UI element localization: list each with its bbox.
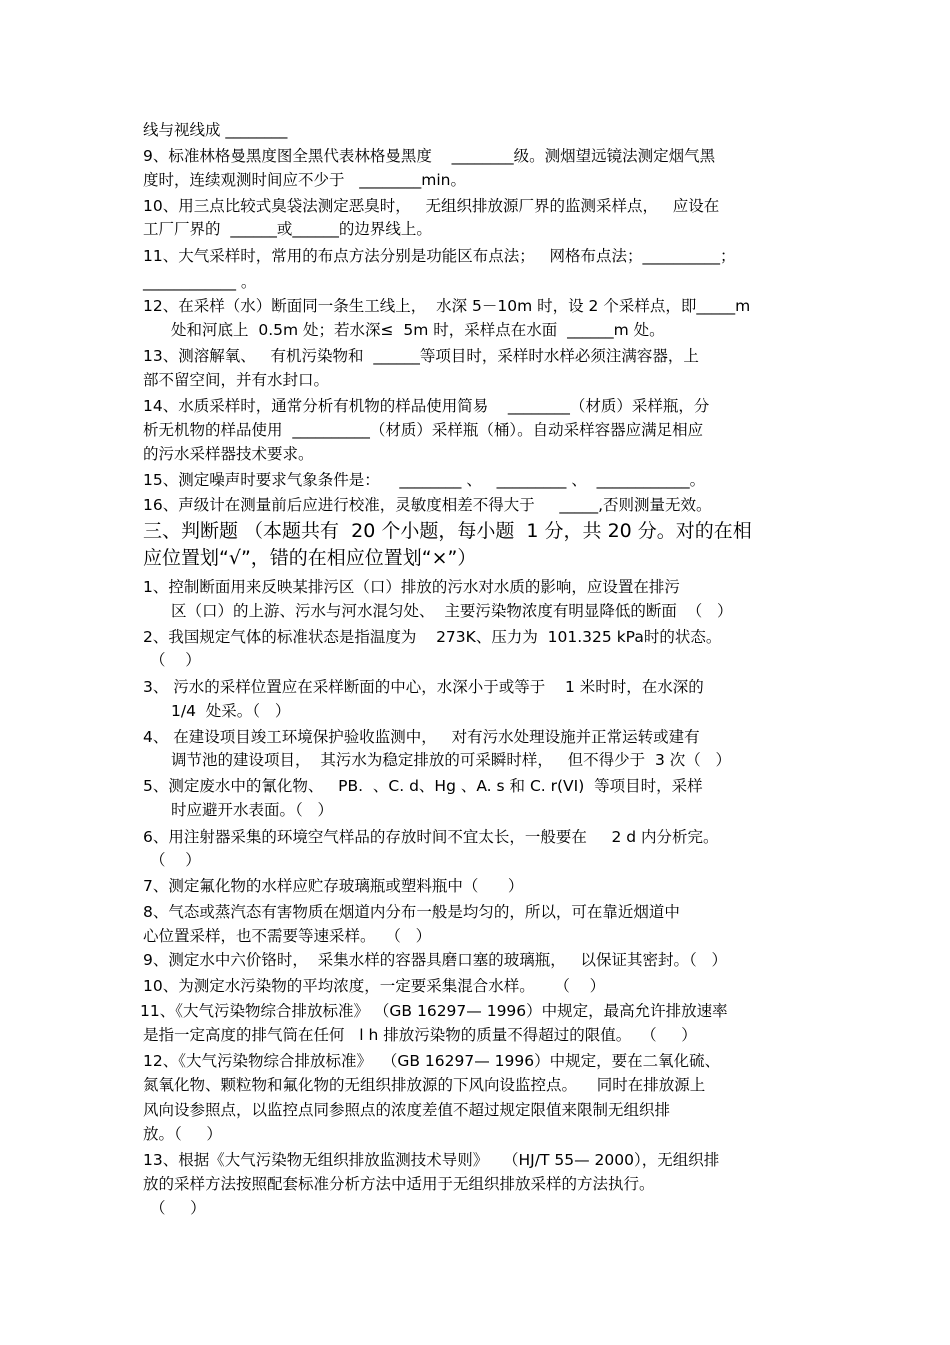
- question-line: 13、根据《大气污染物无组织排放监测技术导则》 （HJ/T 55— 2000），无组织排: [143, 1151, 720, 1169]
- text-line: 15、测定噪声时要求气象条件是： ________ 、 _________ 、 ____________。: [143, 471, 706, 489]
- question-line: （ ）: [150, 1199, 206, 1217]
- question-line: 心位置采样，也不需要等速采样。 （ ）: [143, 927, 432, 945]
- text-line: 析无机物的样品使用 __________（材质）采样瓶（桶）。自动采样容器应满足相应: [143, 421, 704, 439]
- question-line: 6、用注射器采集的环境空气样品的存放时间不宜太长，一般要在 2 d 内分析完。: [143, 828, 719, 846]
- text-line: 14、水质采样时，通常分析有机物的样品使用简易 ________（材质）采样瓶，分: [143, 397, 710, 415]
- question-line: 7、测定氟化物的水样应贮存玻璃瓶或塑料瓶中（ ）: [143, 877, 524, 895]
- question-line: 1/4 处采。（ ）: [171, 702, 291, 720]
- text-line: 16、声级计在测量前后应进行校准，灵敏度相差不得大于 _____,否则测量无效。: [143, 496, 712, 514]
- question-line: 5、测定废水中的氰化物、 PB. 、C. d、Hg 、A. s 和 C. r(VI) 等项目时，采样: [143, 777, 703, 795]
- text-line: 处和河底上 0.5m 处；若水深≤ 5m 时，采样点在水面 ______m 处。: [171, 321, 665, 339]
- section-heading: 三、判断题 （本题共有 20 个小题，每小题 1 分，共 20 分。对的在相: [143, 520, 752, 542]
- text-line: 10、用三点比较式臭袋法测定恶臭时， 无组织排放源厂界的监测采样点， 应设在: [143, 197, 720, 215]
- question-line: 2、我国规定气体的标准状态是指温度为 273K、压力为 101.325 kPa时的状态。: [143, 628, 722, 646]
- question-line: 区（口）的上游、污水与河水混匀处、 主要污染物浓度有明显降低的断面 （ ）: [171, 602, 733, 620]
- question-line: 3、 污水的采样位置应在采样断面的中心，水深小于或等于 1 米时时，在水深的: [143, 678, 704, 696]
- text-line: 13、测溶解氧、 有机污染物和 ______等项目时，采样时水样必须注满容器，上: [143, 347, 699, 365]
- text-line: 线与视线成 ________: [143, 121, 288, 139]
- question-line: 4、 在建设项目竣工环境保护验收监测中， 对有污水处理设施并正常运转或建有: [143, 728, 700, 746]
- question-line: 调节池的建设项目， 其污水为稳定排放的可采瞬时样， 但不得少于 3 次（ ）: [171, 751, 732, 769]
- question-line: 是指一定高度的排气筒在任何 l h 排放污染物的质量不得超过的限值。 （ ）: [143, 1026, 697, 1044]
- question-line: 12、《大气污染物综合排放标准》 （GB 16297— 1996）中规定，要在二氧化硫、: [143, 1052, 721, 1070]
- text-line: 9、标准林格曼黑度图全黑代表林格曼黑度 ________级。测烟望远镜法测定烟气黑: [143, 147, 716, 165]
- question-line: 放。（ ）: [143, 1125, 222, 1143]
- question-line: 时应避开水表面。（ ）: [171, 801, 334, 819]
- question-line: 风向设参照点，以监控点同参照点的浓度差值不超过规定限值来限制无组织排: [143, 1101, 671, 1119]
- text-line: 12、在采样（水）断面同一条生工线上， 水深 5－10m 时，设 2 个采样点，即_____m: [143, 297, 751, 315]
- text-line: 部不留空间，并有水封口。: [143, 371, 330, 389]
- question-line: （ ）: [150, 651, 201, 669]
- text-line: 工厂厂界的 ______或______的边界线上。: [143, 220, 432, 238]
- question-line: 氮氧化物、颗粒物和氟化物的无组织排放源的下风向设监控点。 同时在排放源上: [143, 1076, 706, 1094]
- question-line: 1、控制断面用来反映某排污区（口）排放的污水对水质的影响，应设置在排污: [143, 578, 680, 596]
- text-line: ____________ 。: [143, 273, 257, 291]
- question-line: 11、《大气污染物综合排放标准》 （GB 16297— 1996）中规定，最高允许排放速率: [140, 1002, 728, 1020]
- text-line: 的污水采样器技术要求。: [143, 445, 314, 463]
- question-line: 8、气态或蒸汽态有害物质在烟道内分布一般是均匀的，所以，可在靠近烟道中: [143, 903, 680, 921]
- text-line: 11、大气采样时，常用的布点方法分别是功能区布点法； 网格布点法；__________；: [143, 247, 736, 265]
- question-line: 9、测定水中六价铬时， 采集水样的容器具磨口塞的玻璃瓶， 以保证其密封。（ ）: [143, 951, 728, 969]
- question-line: （ ）: [150, 851, 201, 869]
- question-line: 10、为测定水污染物的平均浓度，一定要采集混合水样。 （ ）: [143, 977, 606, 995]
- section-heading: 应位置划“√”，错的在相应位置划“×”）: [143, 547, 477, 569]
- question-line: 放的采样方法按照配套标准分析方法中适用于无组织排放采样的方法执行。: [143, 1175, 655, 1193]
- text-line: 度时，连续观测时间应不少于 ________min。: [143, 171, 467, 189]
